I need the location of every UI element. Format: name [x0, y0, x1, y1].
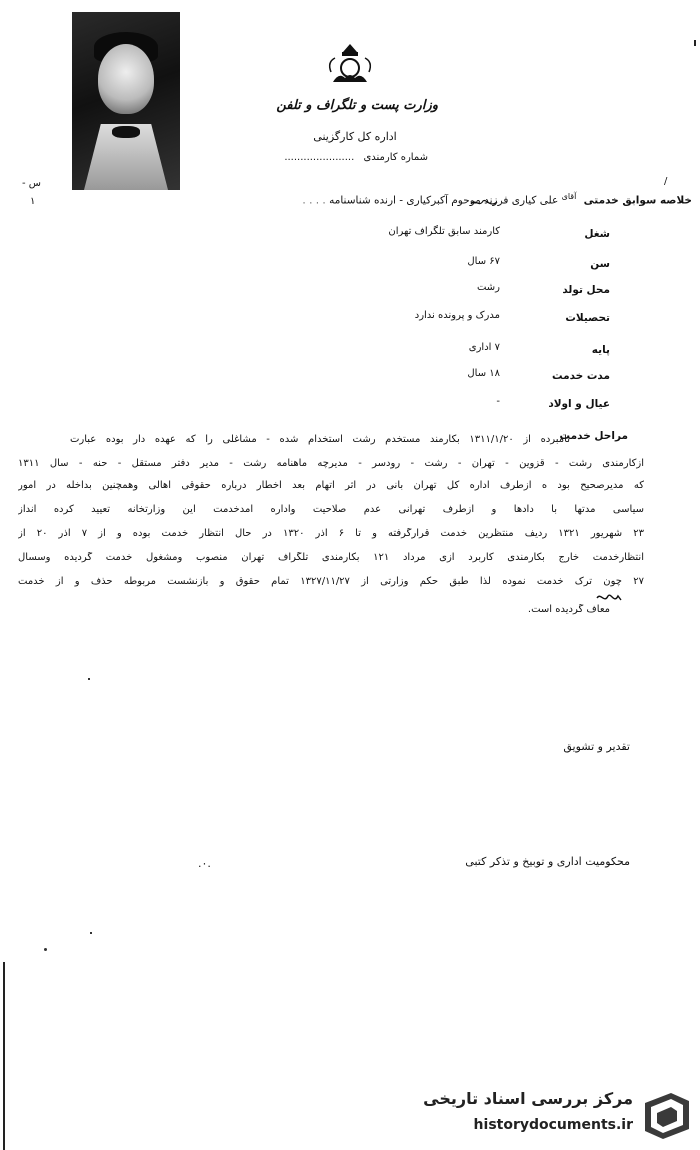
- service-label: مراحل خدمت: [559, 430, 628, 442]
- field-label: پایه: [591, 344, 610, 356]
- portrait-photo: [72, 12, 180, 190]
- employee-number-dots: ......................: [284, 152, 355, 163]
- praise-label: تقدیر و تشویق: [563, 740, 630, 753]
- service-line: سیاسی مدتها با دادها و ازطرف تهرانی عدم صلاحیت واداره امدخدمت این وزارتخانه تعیید کرده انداز: [18, 504, 644, 515]
- field-label: سن: [590, 258, 610, 270]
- field-value: رشت: [476, 282, 500, 293]
- scribble-mark-icon: [470, 196, 498, 210]
- page-edge-line: [3, 962, 5, 1150]
- page-edge-mark: [694, 40, 696, 46]
- field-value: ۱۸ سال: [467, 368, 500, 379]
- speck: [90, 932, 92, 934]
- archive-book-icon: [641, 1089, 693, 1141]
- field-value: ۶۷ سال: [467, 256, 500, 267]
- service-line: ۲۷ چون ترک خدمت نموده لذا طبق حکم وزارتی از ۱۳۲۷/۱۱/۲۷ تمام حقوق و بازنشست مربوطه حذف و از خدمت: [18, 576, 644, 587]
- summary-title-word: آقای: [561, 192, 577, 201]
- department-title: اداره کل کارگزینی: [313, 130, 397, 143]
- field-value: -: [496, 396, 500, 407]
- margin-mark: ۱: [30, 196, 36, 207]
- watermark-logo: [420, 1085, 695, 1145]
- service-line: که مدیرصحیح بود ه ازطرف اداره کل تهران بانی در اثر اتهام بعد اخطار درباره حقوقی اهالی وهمچنین بداخله در امور: [18, 480, 644, 491]
- service-line: انتظارخدمت خارج بکارمندی کاربرد ازی مرداد ۱۲۱ بکارمندی تلگراف تهران منصوب ومشغول خدمت گردیده وسسال: [18, 552, 644, 563]
- summary-dots: . . . .: [302, 194, 326, 207]
- service-line: ازکارمندی رشت - قزوین - تهران - رشت - رودسر - مدیرچه ماهنامه رشت - مدیر دفتر مستقل - حنه - سال ۱۳۱۱: [18, 458, 644, 469]
- photo-face: [98, 44, 154, 114]
- employee-number-row: [278, 152, 428, 163]
- service-line: معاف گردیده است.: [527, 604, 610, 615]
- service-line: نامبرده از ۱۳۱۱/۱/۲۰ بکارمند مستخدم رشت استخدام شده - مشاغلی را که عهده دار بوده عبارت: [70, 434, 570, 445]
- watermark-name: مرکز بررسی اسناد تاریخی: [423, 1089, 633, 1108]
- field-label: شغل: [584, 228, 610, 240]
- speck: [88, 678, 90, 680]
- service-line: ۲۳ شهریور ۱۳۲۱ ردیف منتظرین خدمت قرارگرفته و تا ۶ آذر ۱۳۲۰ در حال انتظار خدمت بوده و از ۷ آذر ۲۰ از: [18, 528, 644, 539]
- lion-and-sun-emblem-icon: [325, 42, 375, 92]
- field-label: تحصیلات: [565, 312, 610, 324]
- convictions-label: محکومیت اداری و توبیخ و تذکر کتبی: [465, 855, 630, 868]
- stray-dots: .۰.: [198, 857, 211, 870]
- watermark-url: historydocuments.ir: [473, 1117, 633, 1133]
- ministry-title: وزارت پست و تلگراف و تلفن: [276, 98, 438, 113]
- margin-mark: /: [664, 176, 668, 187]
- photo-bowtie: [112, 126, 140, 138]
- field-value: ۷ اداری: [468, 342, 500, 353]
- speck: [44, 948, 47, 951]
- field-label: عیال و اولاد: [548, 398, 610, 410]
- field-value: مدرک و پرونده ندارد: [414, 310, 500, 321]
- summary-label: خلاصه سوابق خدمتی: [583, 194, 692, 207]
- field-label: محل تولد: [562, 284, 610, 296]
- field-value: کارمند سابق تلگراف تهران: [388, 226, 500, 237]
- employee-number-label: شماره کارمندی: [363, 152, 428, 163]
- summary-row: [172, 192, 692, 207]
- scribble-mark-icon: [596, 590, 622, 606]
- margin-mark: - س: [22, 178, 42, 189]
- field-label: مدت خدمت: [551, 370, 610, 382]
- summary-text: علی کیاری فرزند موحوم آکبرکیاری - ارنده شناسنامه: [329, 194, 559, 207]
